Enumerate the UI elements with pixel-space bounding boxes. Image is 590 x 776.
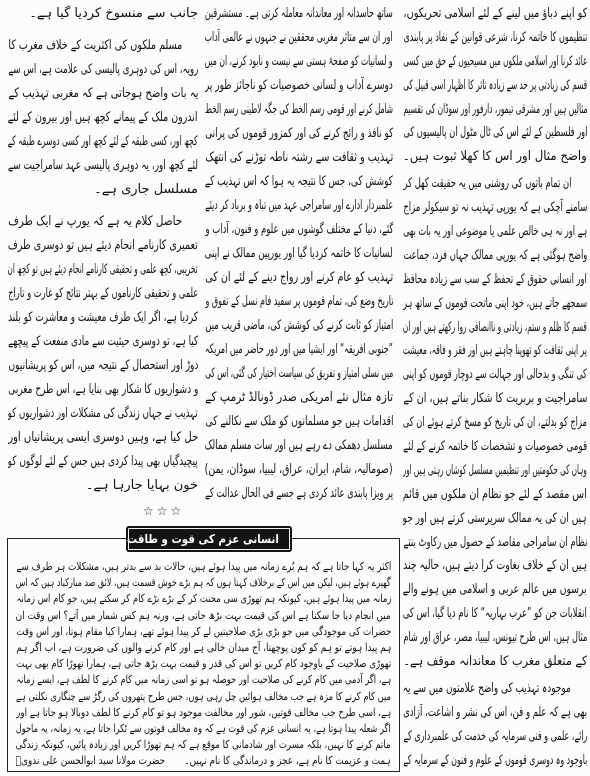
text-line: [403, 50, 587, 74]
text-line-content: مسلم ملکوں کی اکثریت کے خلاف مغرب کا: [8, 38, 182, 53]
quote-box-title-text: انسانی عزم کی قوت و طاقت: [127, 532, 280, 546]
text-line: [403, 701, 587, 725]
paragraph: [205, 2, 393, 506]
text-line-content: مزاج کو بدلتے، ان کی تاریخ کو مسخ کرتے ہوئے ان کی: [403, 415, 587, 431]
paragraph: [8, 210, 198, 498]
paragraph: [403, 677, 587, 773]
text-line: [403, 2, 587, 26]
text-line-content: تہذیب و ثقافت سے رشتہ ناطہ توڑنے کی انتھک: [205, 150, 393, 165]
text-line-content: قسم کی زیادتی پر حد سے زیادہ تاثر کا اظہار اسی قبیل کی: [403, 77, 587, 93]
text-line-content: کردیا ہے، اگر ایک طرف معیشت و معاشرت کو بلند: [8, 310, 198, 325]
text-line: [403, 677, 587, 701]
text-line: [403, 483, 587, 507]
text-line: [8, 210, 198, 234]
text-line-content: جانب سے منسوخ کردیا گیا ہے۔: [29, 6, 198, 21]
text-line-content: دوڑ اور استحصال کے نتیجہ میں، اس کو پریشانیوں: [8, 358, 198, 373]
text-line: [205, 410, 393, 434]
text-line-content: ساتھ حاسدانہ اور معاندانہ معاملہ کرتی ہے۔ مستشرقین: [205, 6, 393, 21]
text-line-content: ہے اور نہ ہی خالص علمی یا موضوعی اور یہ بات بھی: [403, 224, 587, 240]
quote-text-line: [16, 721, 391, 737]
quote-text-line-content: زمانہ میں پیدا ہوئے ہیں، کیونکہ ہم تھوڑی سی محنت کر کے بڑے بڑے کام کر سکتے ہیں، جو کام اس زمانہ: [16, 592, 391, 606]
text-line-content: باوجود وہ دوسری قوموں کے علوم و فنون کے سرمایہ کے: [403, 752, 587, 768]
text-line: [205, 314, 393, 338]
text-line: [8, 378, 198, 402]
text-line: [205, 362, 393, 386]
text-line: [403, 459, 587, 483]
text-line: [403, 554, 587, 578]
quote-text-line: [16, 656, 391, 672]
text-line-content: قسم کا ظلم و ستم، زیادتی و ناانصافی روا رکھتے ہیں اور ان: [403, 319, 587, 335]
text-line: [205, 26, 393, 50]
text-line: [205, 2, 393, 26]
text-line-content: لئے کچھ اور، یہ دوہری پالیسی عہد سامراجیت سے: [8, 158, 198, 173]
text-line-content: علمبردار ادارے اور سامراجی عہد میں تباہ و برباد کر دیئے: [205, 198, 393, 213]
text-line-content: اور انسانی حقوق کے تحفظ کے سب سے زیادہ محافظ: [403, 271, 587, 287]
text-line-content: دوسرے آداب و لسانی خصوصیات کو ناجائز طور پر: [205, 78, 393, 93]
text-line: [205, 146, 393, 170]
text-line: [403, 578, 587, 602]
text-line-content: اقدامات ہیں جو مسلمانوں کو ملک سے نکالنے کی: [205, 414, 393, 429]
quote-text-line-content: ماتم کرنے کا نہیں، بلکہ مسرت اور شادمانی کا موقع ہے کہ ہم تھوڑا کریں اور زیادہ پائیں، کیونکہ زندگی: [16, 738, 391, 752]
text-line-content: ان تمام باتوں کی روشنی میں یہ حقیقت کھل کر: [403, 176, 571, 192]
text-line-content: مسلسل دھمکی دے رہے ہیں اور سات مسلم ممالک: [205, 438, 393, 453]
text-line: [403, 749, 587, 773]
text-line-content: نظام ان سامراجی مقاصد کے حصول میں رکاوٹ بنتے: [403, 534, 587, 550]
text-line: [205, 290, 393, 314]
text-line-content: حل کیا ہے، وہیں دوسری ایسی پریشانیاں اور: [8, 430, 198, 445]
text-line: [403, 145, 587, 169]
text-line: [403, 387, 587, 411]
text-line: [403, 196, 587, 220]
text-line: [8, 178, 198, 202]
text-line-content: یہ بات واضح ہوجاتی ہے کہ مغربی تہذیب کے: [8, 86, 198, 101]
text-line: [403, 74, 587, 98]
text-line-content: کوشش کی، جس کا نتیجہ یہ ہوا کہ اس تہذیب کے: [205, 174, 393, 189]
text-line: [403, 725, 587, 749]
text-line: [8, 34, 198, 58]
text-line-content: حاصل کلام یہ ہے کہ یورپ نے ایک طرف: [8, 214, 182, 229]
text-line: [403, 26, 587, 50]
text-line: [403, 268, 587, 292]
text-line-content: پر ویزا پابندی عائد کردی ہے جسے فی الحال عدالت کے: [205, 486, 393, 501]
text-line: [8, 154, 198, 178]
text-line: [8, 258, 198, 282]
text-line: [8, 354, 198, 378]
quote-text-line-content: ہے، اگر آدمی میں کام کرنے کی صلاحیت اور حوصلہ ہو تو اسی زمانہ میں کام کرنے کا لطف ہے، ایسے زمانہ: [16, 673, 391, 687]
text-line-content: (صومالیہ، شام، ایران، عراق، لیبیا، سوڈان، یمن): [205, 462, 393, 477]
text-line-content: سامراجیت و بربریت کا شکار بناتے ہیں، ان کے: [403, 391, 587, 407]
text-line: [8, 106, 198, 130]
text-line-content: تنظیموں کا خاتمہ کرنا، شرعی قوانین کے نفاذ پر پابندی: [403, 29, 587, 45]
text-line-content: عائد کرنا اور اسلامی ملکوں میں مسیحیوں کے حق میں کسی: [403, 53, 587, 69]
text-line-content: قومی خصوصیات و تشخصات کا خاتمہ کرنے کے لئے: [403, 439, 587, 455]
quote-text-line: [16, 689, 391, 705]
text-line: [403, 292, 587, 316]
text-line: [8, 474, 198, 498]
text-line-content: کی تنگی و بدحالی اور جہالت سے دوچار قوموں کو اپنی: [403, 367, 587, 383]
text-line-content: کے متعلق مغرب کا معاندانہ موقف ہے۔: [403, 654, 587, 670]
text-line: [403, 339, 587, 363]
quote-text-line-content: حضرات کی موجودگی میں جو بڑی بڑی صلاحیتیں لے کر پیدا ہوئے تھے، ہمارا کیا مقام ہوتا، اور اس وقت: [16, 624, 391, 638]
text-line: [205, 266, 393, 290]
text-line: [8, 306, 198, 330]
quote-text-line-content: میں کام کرنے کا مزہ ہے جب مخالف ہوائیں چل رہی ہوں، جس طرح پتھروں کی رگڑ سے چنگاری نکلتی ہے: [16, 689, 391, 703]
text-line: [403, 98, 587, 122]
quote-closing-line: [16, 753, 391, 769]
text-line: [403, 531, 587, 555]
quote-text-line: [16, 737, 391, 753]
text-line-content: واضح ہوگئی ہے کہ یورپی ممالک جہاں فرد، جماعت: [403, 247, 587, 263]
text-line: [205, 482, 393, 506]
text-line: [8, 130, 198, 154]
text-line: [205, 218, 393, 242]
text-line-content: ہیں ان کے خلاف بغاوت کرا دیتے ہیں، حالیہ چند: [403, 558, 587, 574]
text-line: [403, 507, 587, 531]
text-line-content: مسلسل جاری ہے۔: [94, 182, 198, 197]
text-line: [205, 50, 393, 74]
text-line-content: لسانیات کا خاتمہ کردیا گیا اور یورپین ممالک نے اپنی: [205, 246, 393, 261]
text-line-content: سامنے آچکی ہے کہ یورپی تہذیب نہ تو سیکولر مزاج: [403, 200, 587, 216]
column-right: [403, 2, 587, 773]
text-line: [205, 122, 393, 146]
quote-text-line: [16, 705, 391, 721]
text-line-content: اندرون ملک کے پیمانے کچھ ہیں اور بیرون کے لئے: [8, 110, 198, 125]
text-line-content: کو اپنے دباؤ میں لینے کے لئے اسلامی تحریکوں،: [403, 6, 587, 21]
text-line-content: علمی و تحقیقی کارناموں کے بہتر نتائج کو غارت و تاراج: [8, 286, 198, 301]
text-line: [403, 650, 587, 674]
text-line-content: تہذیب نے جہاں زندگی کی مشکلات اور دشواریوں کو: [8, 406, 198, 421]
column-left: [8, 2, 198, 498]
quote-text-line-content: تھوڑی صلاحیت کے باوجود کام کریں تو اس کی قدر و قیمت بہت بڑھ جاتی ہے، ہمارا تھوڑا کام بھی بہت: [16, 657, 391, 671]
text-line-content: وہاں کی حکومتیں اور تنظیمیں مسلسل کوشاں رہتی ہیں اور: [403, 462, 587, 478]
text-line: [205, 194, 393, 218]
text-line: [205, 170, 393, 194]
text-line: [8, 234, 198, 258]
text-line: [8, 282, 198, 306]
text-line: [403, 363, 587, 387]
quote-text-line: [16, 672, 391, 688]
text-line-content: تعمیری کارنامے انجام دیئے ہیں تو دوسری طرف: [8, 238, 198, 253]
text-line: [403, 220, 587, 244]
text-line-content: تہذیب کو عام کرنے اور رواج دینے کے لئے ان کی: [205, 270, 393, 285]
text-line-content: ہیں ان کی یہ ممالک سرپرستی کرتے ہیں اور جو: [403, 510, 587, 526]
text-line-content: میں نسلی امتیاز و تفریق کی سیاست اختیار کی گئی، اس کی: [205, 366, 393, 381]
quote-text-line-content: گھیرے ہوئے ہیں، لیکن میں اس کے برخلاف کہتا ہوں کہ ہم بڑے خوش قسمت ہیں، لائق صد مبارکباد ہیں کہ اس: [16, 576, 391, 590]
quote-box-title: [126, 526, 292, 552]
text-line: [205, 434, 393, 458]
text-line: [205, 98, 393, 122]
text-line: [403, 602, 587, 626]
text-line-content: رائے، علمی و فنی سرمایہ کی خدمت کی علمبرداری کے: [403, 728, 587, 744]
quote-text-line: [16, 640, 391, 656]
text-line-content: واضح مثال اور اس کا کھلا ثبوت ہیں۔: [403, 149, 587, 165]
text-line-content: شامل کرنے اور قومی رسم الخط کی جگہ لاطینی رسم الخط: [205, 102, 393, 117]
text-line: [205, 338, 393, 362]
text-line-content: اور ان سے متاثر مغربی محققین نے جنہوں نے عالمی آداب: [205, 30, 393, 45]
text-line-content: برسوں میں عالم عربی و اسلامی میں ہونے والے: [403, 582, 587, 598]
quote-text-line: [16, 591, 391, 607]
text-line: [8, 2, 198, 26]
text-line: [8, 82, 198, 106]
quote-author-name: حضرت مولانا سید ابوالحسن علی ندویؒ: [16, 754, 166, 768]
text-line-content: مثالیں ہیں اور مشرقی تیمور، دارفور اور سوڈان کی تقسیم: [403, 101, 587, 117]
text-line-content: کچھ اور، کسی طبقہ کے لئے کچھ اور کسی دوسرے طبقہ کے: [8, 134, 198, 149]
text-line-content: مثال ہیں، اس طرح تیونس، لیبیا، مصر، عراق اور شام: [403, 630, 587, 646]
text-line-content: رویہ، اس کی دوہری پالیسی کی علامت ہے، اس سے: [8, 62, 198, 77]
section-separator-stars: ☆☆☆: [143, 504, 185, 518]
paragraph: [403, 172, 587, 674]
text-line-content: کیا ہے، تو دوسری حیثیت سے مادی منفعت کے پیچھے: [8, 334, 198, 349]
text-line-content: تازہ مثال نئے امریکی صدر ڈونالڈ ٹرمپ کے: [205, 390, 393, 405]
text-line-content: اور فلسطین کے لئے اس کی ٹال مٹول ان پالیسیوں کی: [403, 125, 587, 141]
text-line: [205, 458, 393, 482]
quote-closing-wrapper: [16, 753, 391, 769]
text-line-content: خون بہایا جارہا ہے۔: [85, 478, 198, 493]
text-line-content: پر اپنی ثقافت کو تھوپنا چاہتے ہیں اور فقر و فاقہ، معیشت: [403, 343, 587, 359]
text-line: [8, 426, 198, 450]
quote-text-line: [16, 559, 391, 575]
text-line-content: بھی ہے کہ علم و فن، اس کی نشر و اشاعت، آزادی: [403, 704, 587, 720]
text-line: [205, 386, 393, 410]
text-line-content: موجودہ تہذیب کی واضح علامتوں میں سے یہ: [403, 680, 571, 696]
text-line: [403, 244, 587, 268]
text-line-content: و لسانیات کو صفحۂ ہستی سے نیست و نابود کرنے، ان میں: [205, 54, 393, 69]
quote-text-line: [16, 608, 391, 624]
text-line: [205, 242, 393, 266]
text-line-content: سمجھے جاتے ہیں، خود اپنی ماتحت قوموں کے ساتھ ہر: [403, 295, 587, 311]
text-line-content: تاریخ وضع کی، تمام قوموں پر سفید فام نسل کے تفوق و: [205, 294, 393, 309]
text-line: [403, 316, 587, 340]
text-line: [8, 450, 198, 474]
quote-text-line: [16, 575, 391, 591]
text-line: [403, 172, 587, 196]
text-line: [403, 411, 587, 435]
text-line-content: ”جنوبی افریقہ“ اور ایشیا میں اور دور حاضر میں امریکہ: [205, 342, 393, 357]
quote-text-line-content: ہے، اسی طرح جب مخالف قوتیں، شور اور مخالفت موجود ہو تو کام کرنے کا لطف دوبالا ہو جاتا ہے اور: [16, 705, 391, 719]
text-line: [8, 402, 198, 426]
text-line-content: انقلابات جن کو ”عرب بہاریہ“ کا نام دیا گیا، اس کی: [403, 606, 587, 622]
text-line: [403, 435, 587, 459]
paragraph: [403, 2, 587, 169]
text-line: [8, 330, 198, 354]
text-line-content: اس مقصد کے لئے جو نظام ان ملکوں میں قائم: [403, 486, 587, 502]
text-line: [8, 58, 198, 82]
quote-closing-text: ہمت و عزیمت کا نام ہے، عجز و درماندگی کا نام نہیں۔: [184, 754, 391, 768]
text-line: [205, 74, 393, 98]
text-line-content: پیچیدگیاں بھی پیدا کردی ہیں جس کے لئے لوگوں کو: [8, 454, 198, 469]
column-middle: [205, 2, 393, 506]
text-line: [403, 121, 587, 145]
quote-text-line-content: اکثر یہ کہا جاتا ہے کہ ہم بُرے زمانہ میں پیدا ہوئے ہیں، حالات بد سے بدتر ہیں، مشکلات ہر طرف سے: [16, 560, 391, 573]
quote-box: [7, 538, 400, 772]
text-line-content: تخریبی، کچھ علمی و تحقیقی کارنامے انجام دیئے ہیں تو کچھ ان: [8, 262, 198, 277]
text-line-content: و دشواریوں کا شکار بھی بنایا ہے، اس طرح مغربی: [8, 382, 198, 397]
paragraph: [8, 34, 198, 202]
quote-text-line-content: اگر شعلہ پیدا ہوتا ہے، یہ انسانی عزم کی قوت ہے کہ وہ مخالف قوتوں سے ٹکرا جاتا ہے، یہ زمانہ، یہ ماحول: [16, 721, 391, 735]
paragraph: [8, 2, 198, 26]
quote-text-line-content: ہم پیدا ہوتے تو ہم کو کون پوچھتا، آج میدان خالی ہے اور کام کرنے والوں کی ضرورت ہے، اب اگر ہم: [16, 640, 391, 654]
text-line-content: گئے، دنیا کے مختلف گوشوں میں علوم و فنون، آداب و: [205, 222, 393, 237]
text-line-content: کو نافذ و رائج کرنے کی اور کمزور قوموں کی پرانی: [205, 126, 393, 141]
text-line-content: امتیاز کو ثابت کرنے کی کوشش کی، ماضی قریب میں: [205, 318, 393, 333]
text-line: [403, 626, 587, 650]
quote-text-line: [16, 624, 391, 640]
quote-text-line-content: میں انجام دیا جا سکتا ہے اس کی قیمت بہت بڑھ جاتی ہے، ورنہ ہم کس شمار میں آتے؟ اس وقت ان: [16, 608, 391, 622]
